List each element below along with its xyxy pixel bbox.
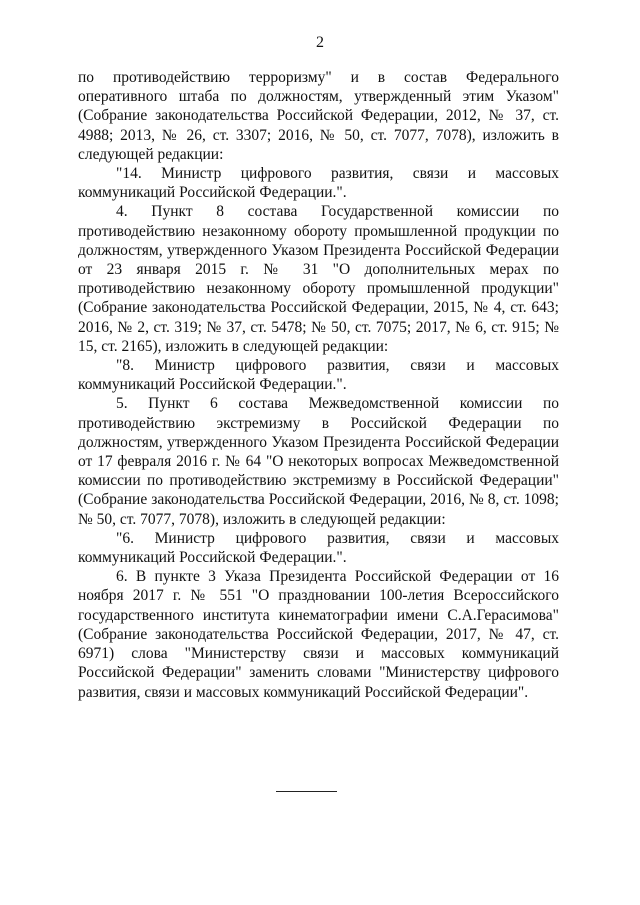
end-of-text-rule — [276, 791, 337, 792]
paragraph-item-4: 4. Пункт 8 состава Государственной комиссии по противодействию незаконному обороту промышленной продукции по должностям, утвержденного Указом Президента Российской Федерации от 23 января 2015 г. № 31 "О дополнительных мерах по противодействию незаконному обороту промышленной продукции" (Собрание законодательства Российской Федерации, 2015, № 4, ст. 643; 2016, № 2, ст. 319; № 37, ст. 5478; № 50, ст. 7075; 2017, № 6, ст. 915; № 15, ст. 2165), изложить в следующей редакции: — [78, 203, 559, 355]
page-number: 2 — [316, 34, 324, 51]
paragraph-item-5: 5. Пункт 6 состава Межведомственной комиссии по противодействию экстремизму в Российской Федерации по должностям, утвержденного Указом Президента Российской Федерации от 17 февраля 2016 г. № 64 "О некоторых вопросах Межведомственной комиссии по противодействию экстремизму в Российской Федерации" (Собрание законодательства Российской Федерации, 2016, № 8, ст. 1098; № 50, ст. 7077, 7078), изложить в следующей редакции: — [78, 395, 559, 528]
document-body — [78, 68, 559, 702]
paragraph-new-text-6: "6. Министр цифрового развития, связи и массовых коммуникаций Российской Федерации.". — [78, 529, 559, 567]
paragraph-new-text-14: "14. Министр цифрового развития, связи и массовых коммуникаций Российской Федерации.". — [78, 165, 559, 202]
paragraph-new-text-8: "8. Министр цифрового развития, связи и массовых коммуникаций Российской Федерации.". — [78, 357, 559, 394]
paragraph-item-6: 6. В пункте 3 Указа Президента Российской Федерации от 16 ноября 2017 г. № 551 "О праздновании 100-летия Всероссийского государственного института кинематографии имени С.А.Герасимова" (Собрание законодательства Российской Федерации, 2017, № 47, ст. 6971) слова "Министерству связи и массовых коммуникаций Российской Федерации" заменить словами "Министерству цифрового развития, связи и массовых коммуникаций Российской Федерации". — [78, 568, 559, 701]
paragraph-continuation: по противодействию терроризму" и в состав Федерального оперативного штаба по должностям, утвержденный этим Указом" (Собрание законодательства Российской Федерации, 2012, № 37, ст. 4988; 2013, № 26, ст. 3307; 2016, № 50, ст. 7077, 7078), изложить в следующей редакции: — [78, 69, 559, 163]
